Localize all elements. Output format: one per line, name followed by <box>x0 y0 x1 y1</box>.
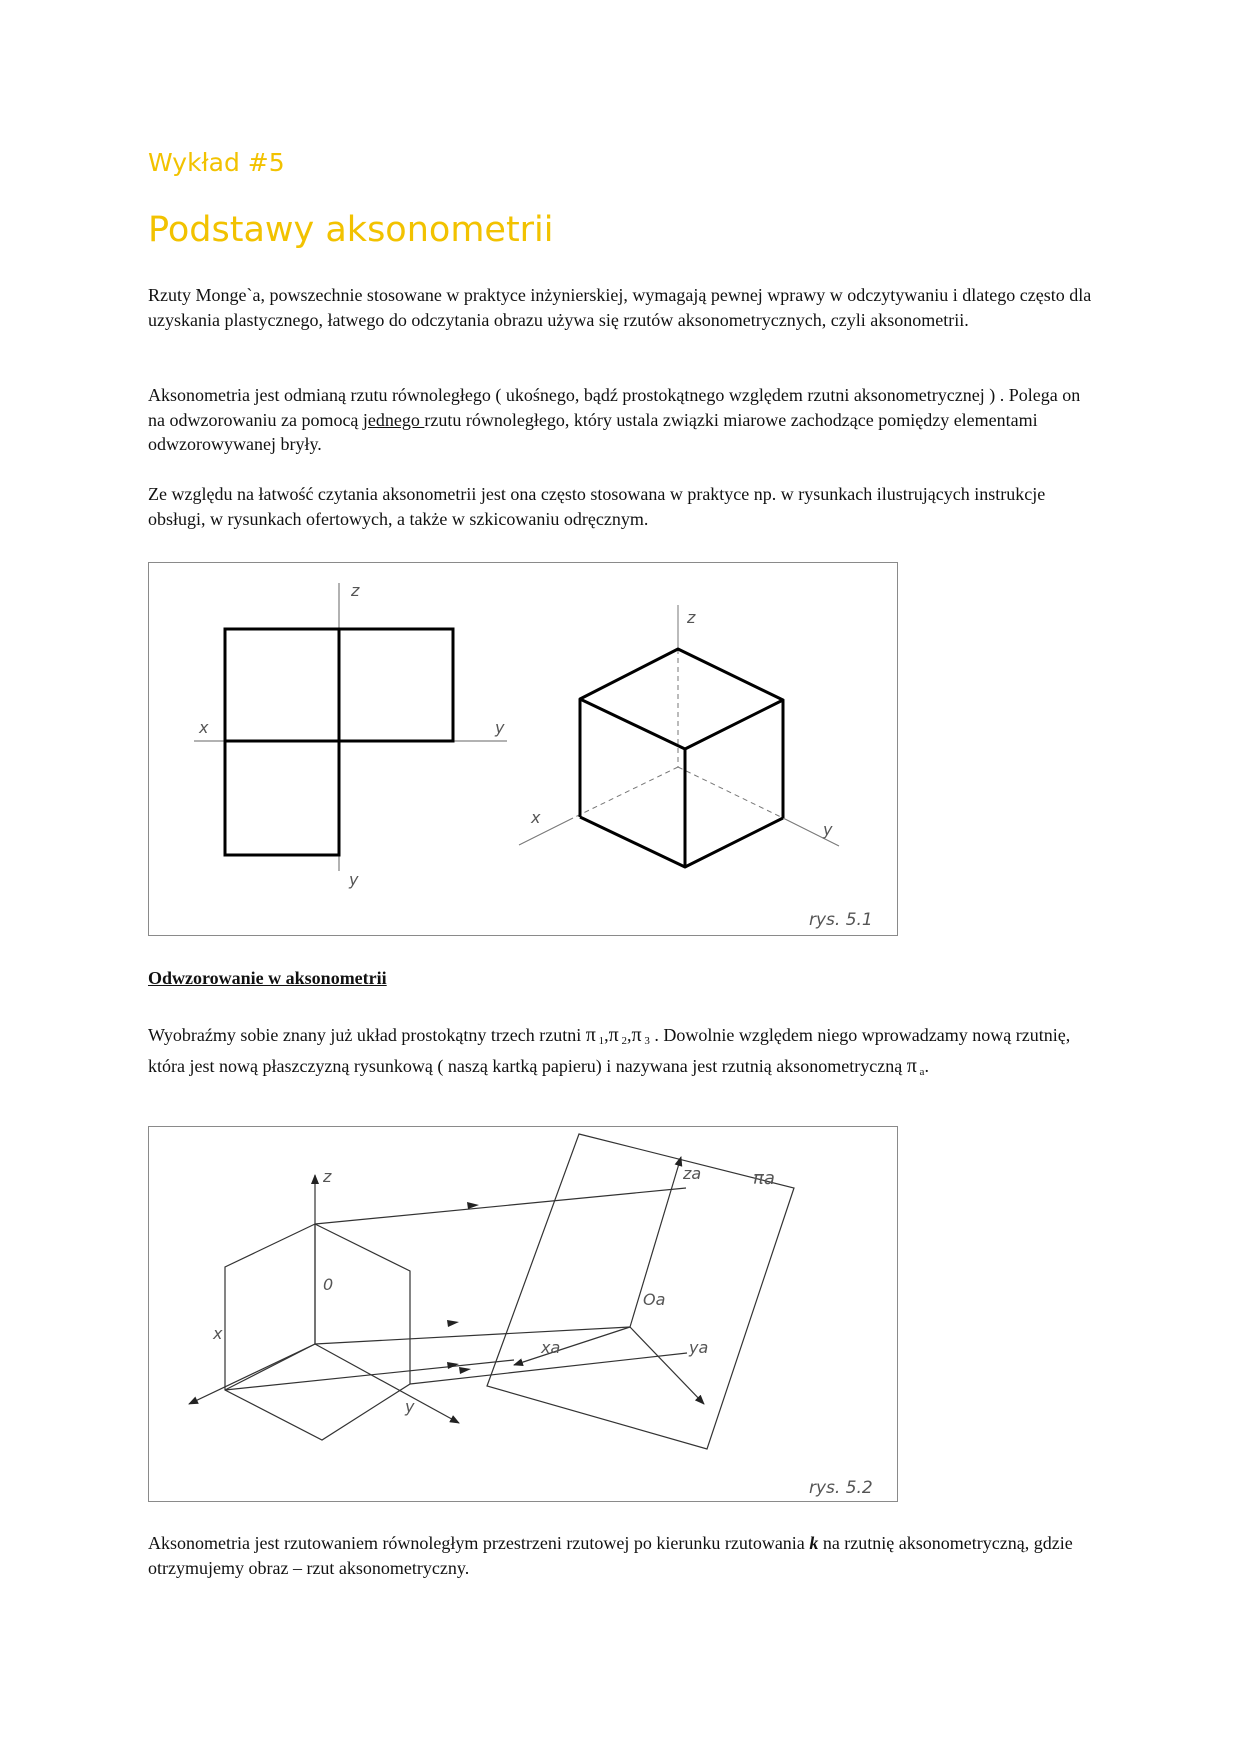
axis-label-x: x <box>199 718 209 737</box>
pi-symbol-3: π <box>631 1024 642 1046</box>
cube-axis-label-z: z <box>687 608 696 627</box>
paragraph-usage: Ze względu na łatwość czytania aksonometrii jest ona często stosowana w praktyce np. w rysunkach ilustrujących instrukcje obsługi, w rysunkach ofertowych, a także w szkicowaniu odręcznym. <box>148 484 1046 529</box>
pi-symbol-2: π <box>608 1024 619 1046</box>
origin-label-a: Oa <box>643 1290 666 1309</box>
lecture-number: Wykład #5 <box>148 148 285 177</box>
axis-label-y: y <box>405 1397 415 1416</box>
cube-hexagon <box>225 1224 410 1440</box>
axis-label-xa: xa <box>541 1338 561 1357</box>
figure-5-2-drawing <box>149 1127 897 1501</box>
projection-end: . <box>924 1055 929 1076</box>
axonometry-text-a: Aksonometria jest rzutowaniem równoległym przestrzeni rzutowej po kierunku rzutowania <box>148 1533 810 1553</box>
paragraph-axonometry <box>148 1531 1093 1580</box>
pi-symbol-1: π <box>585 1024 596 1046</box>
paragraph-intro: Rzuty Monge`a, powszechnie stosowane w praktyce inżynierskiej, wymagają pewnej wprawy w odczytywaniu i dlatego często dla uzyskania plastycznego, łatwego do odczytania obrazu używa się rzutów aksonometrycznych, czyli aksonometrii. <box>148 285 1092 330</box>
axis-label-y: y <box>495 718 505 737</box>
pi-symbol-a: π <box>906 1054 917 1077</box>
cube-axis-label-y: y <box>823 820 833 839</box>
side-view-square <box>339 629 453 741</box>
figure-5-2-caption: rys. 5.2 <box>809 1478 873 1498</box>
figure-5-1-caption: rys. 5.1 <box>809 910 873 930</box>
subscript-1: 1 <box>595 1035 605 1047</box>
figure-5-1 <box>148 562 898 936</box>
section-heading: Odwzorowanie w aksonometrii <box>148 968 387 988</box>
subscript-2: 2 <box>618 1035 627 1047</box>
paragraph-projection <box>148 1023 1093 1084</box>
top-view-square <box>225 741 339 855</box>
projection-text-a: Wyobraźmy sobie znany już układ prostokątny trzech rzutni <box>148 1025 586 1045</box>
definition-underlined: jednego <box>362 409 425 430</box>
definition-text-a: Aksonometria jest odmianą rzutu równoległego ( ukośnego, bądź prostokątnego względem rzutni aksonometrycznej ) . Polega on na odwzorowaniu za pomocą <box>148 385 1081 430</box>
projection-text-b: . Dowolnie względem niego wprowadzamy nową rzutnię, która jest nową płaszczyzną rysunkową ( naszą kartką papieru) i nazywana jest rzutnią aksonometryczną <box>148 1025 1071 1076</box>
figure-5-2 <box>148 1126 898 1502</box>
page-title: Podstawy aksonometrii <box>148 210 554 250</box>
separator-1: , <box>604 1025 609 1045</box>
cube-axis-label-x: x <box>531 808 541 827</box>
axis-label-z: z <box>323 1167 332 1186</box>
axis-label-ya: ya <box>689 1338 709 1357</box>
axis-label-x: x <box>213 1324 223 1343</box>
axis-label-y2: y <box>349 870 359 889</box>
paragraph-definition <box>148 383 1093 457</box>
axis-label-za: za <box>683 1164 702 1183</box>
figure-5-1-drawing <box>149 563 897 935</box>
axis-label-z: z <box>351 581 360 600</box>
subscript-a: a <box>916 1065 925 1078</box>
separator-2: , <box>627 1025 632 1045</box>
isometric-cube <box>580 649 783 867</box>
origin-label: 0 <box>323 1275 334 1294</box>
plane-label-pia: πa <box>753 1168 775 1189</box>
projection-direction-k: k <box>809 1533 819 1553</box>
definition-text-b: rzutu równoległego, który ustala związki miarowe zachodzące pomiędzy elementami odwzorowywanej bryły. <box>148 409 1038 454</box>
axonometry-text-b: na rzutnię aksonometryczną, gdzie otrzymujemy obraz – rzut aksonometryczny. <box>148 1533 1073 1578</box>
subscript-3: 3 <box>641 1035 650 1047</box>
front-view-square <box>225 629 339 741</box>
